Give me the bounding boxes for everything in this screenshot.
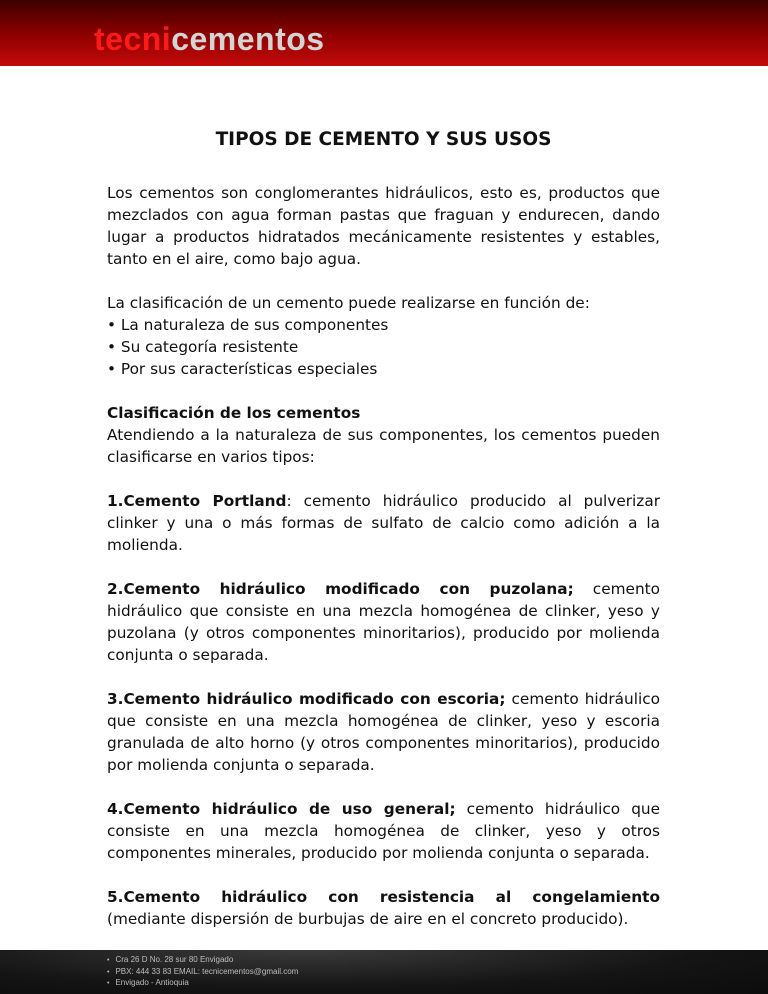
- type-text: : cemento hidráulico producido al pulverizar clinker y una o más formas de sulfato de calcio como adición a la molienda.: [107, 492, 660, 554]
- intro-paragraph: Los cementos son conglomerantes hidráulicos, esto es, productos que mezclados con agua forman pastas que fraguan y endurecen, dando lugar a productos hidratados mecánicamente resistentes y estables, tanto en el aire, como bajo agua.: [107, 184, 660, 268]
- footer-city: • Envigado - Antioquia: [107, 978, 768, 990]
- type-text: cemento hidráulico que consiste en una mezcla homogénea de clinker, yeso y puzolana (y otros componentes minoritarios), producido por molienda conjunta o separada.: [107, 580, 660, 664]
- classification-lead: La clasificación de un cemento puede realizarse en función de:: [107, 294, 590, 312]
- footer-contact: • PBX: 444 33 83 EMAIL: tecnicementos@gmail.com: [107, 967, 768, 979]
- type-label: 5.Cemento hidráulico con resistencia al congelamiento: [107, 888, 660, 906]
- footer-address: • Cra 26 D No. 28 sur 80 Envigado: [107, 955, 768, 967]
- document-body: [107, 126, 660, 952]
- type-label: 3.Cemento hidráulico modificado con escoria;: [107, 690, 506, 708]
- type-3: [107, 688, 660, 776]
- type-2: [107, 578, 660, 666]
- classification-paragraph: [107, 292, 660, 380]
- type-4: [107, 798, 660, 864]
- page-title: TIPOS DE CEMENTO Y SUS USOS: [215, 129, 552, 150]
- section-paragraph: [107, 402, 660, 468]
- type-1: [107, 490, 660, 556]
- section-text: Atendiendo a la naturaleza de sus componentes, los cementos pueden clasificarse en varios tipos:: [107, 426, 660, 466]
- type-text: cemento hidráulico que consiste en una mezcla homogénea de clinker, yeso y otros componentes minerales, producido por molienda conjunta o separada.: [107, 800, 661, 862]
- type-label: 1.Cemento Portland: [107, 492, 287, 510]
- list-item: • Su categoría resistente: [107, 338, 299, 356]
- list-item: • La naturaleza de sus componentes: [107, 316, 389, 334]
- logo: tecnicementos: [94, 21, 325, 57]
- section-heading: Clasificación de los cementos: [107, 404, 361, 422]
- type-5: [107, 886, 660, 930]
- type-text: cemento hidráulico que consiste en una mezcla homogénea de clinker, yeso y escoria granulada de alto horno (y otros componentes minoritarios), producido por molienda conjunta o separada.: [107, 690, 660, 774]
- footer: [0, 950, 768, 994]
- list-item: • Por sus características especiales: [107, 360, 378, 378]
- type-label: 2.Cemento hidráulico modificado con puzolana;: [107, 580, 574, 598]
- type-text: (mediante dispersión de burbujas de aire en el concreto producido).: [107, 910, 629, 928]
- header-banner: [0, 0, 768, 66]
- type-label: 4.Cemento hidráulico de uso general;: [107, 800, 456, 818]
